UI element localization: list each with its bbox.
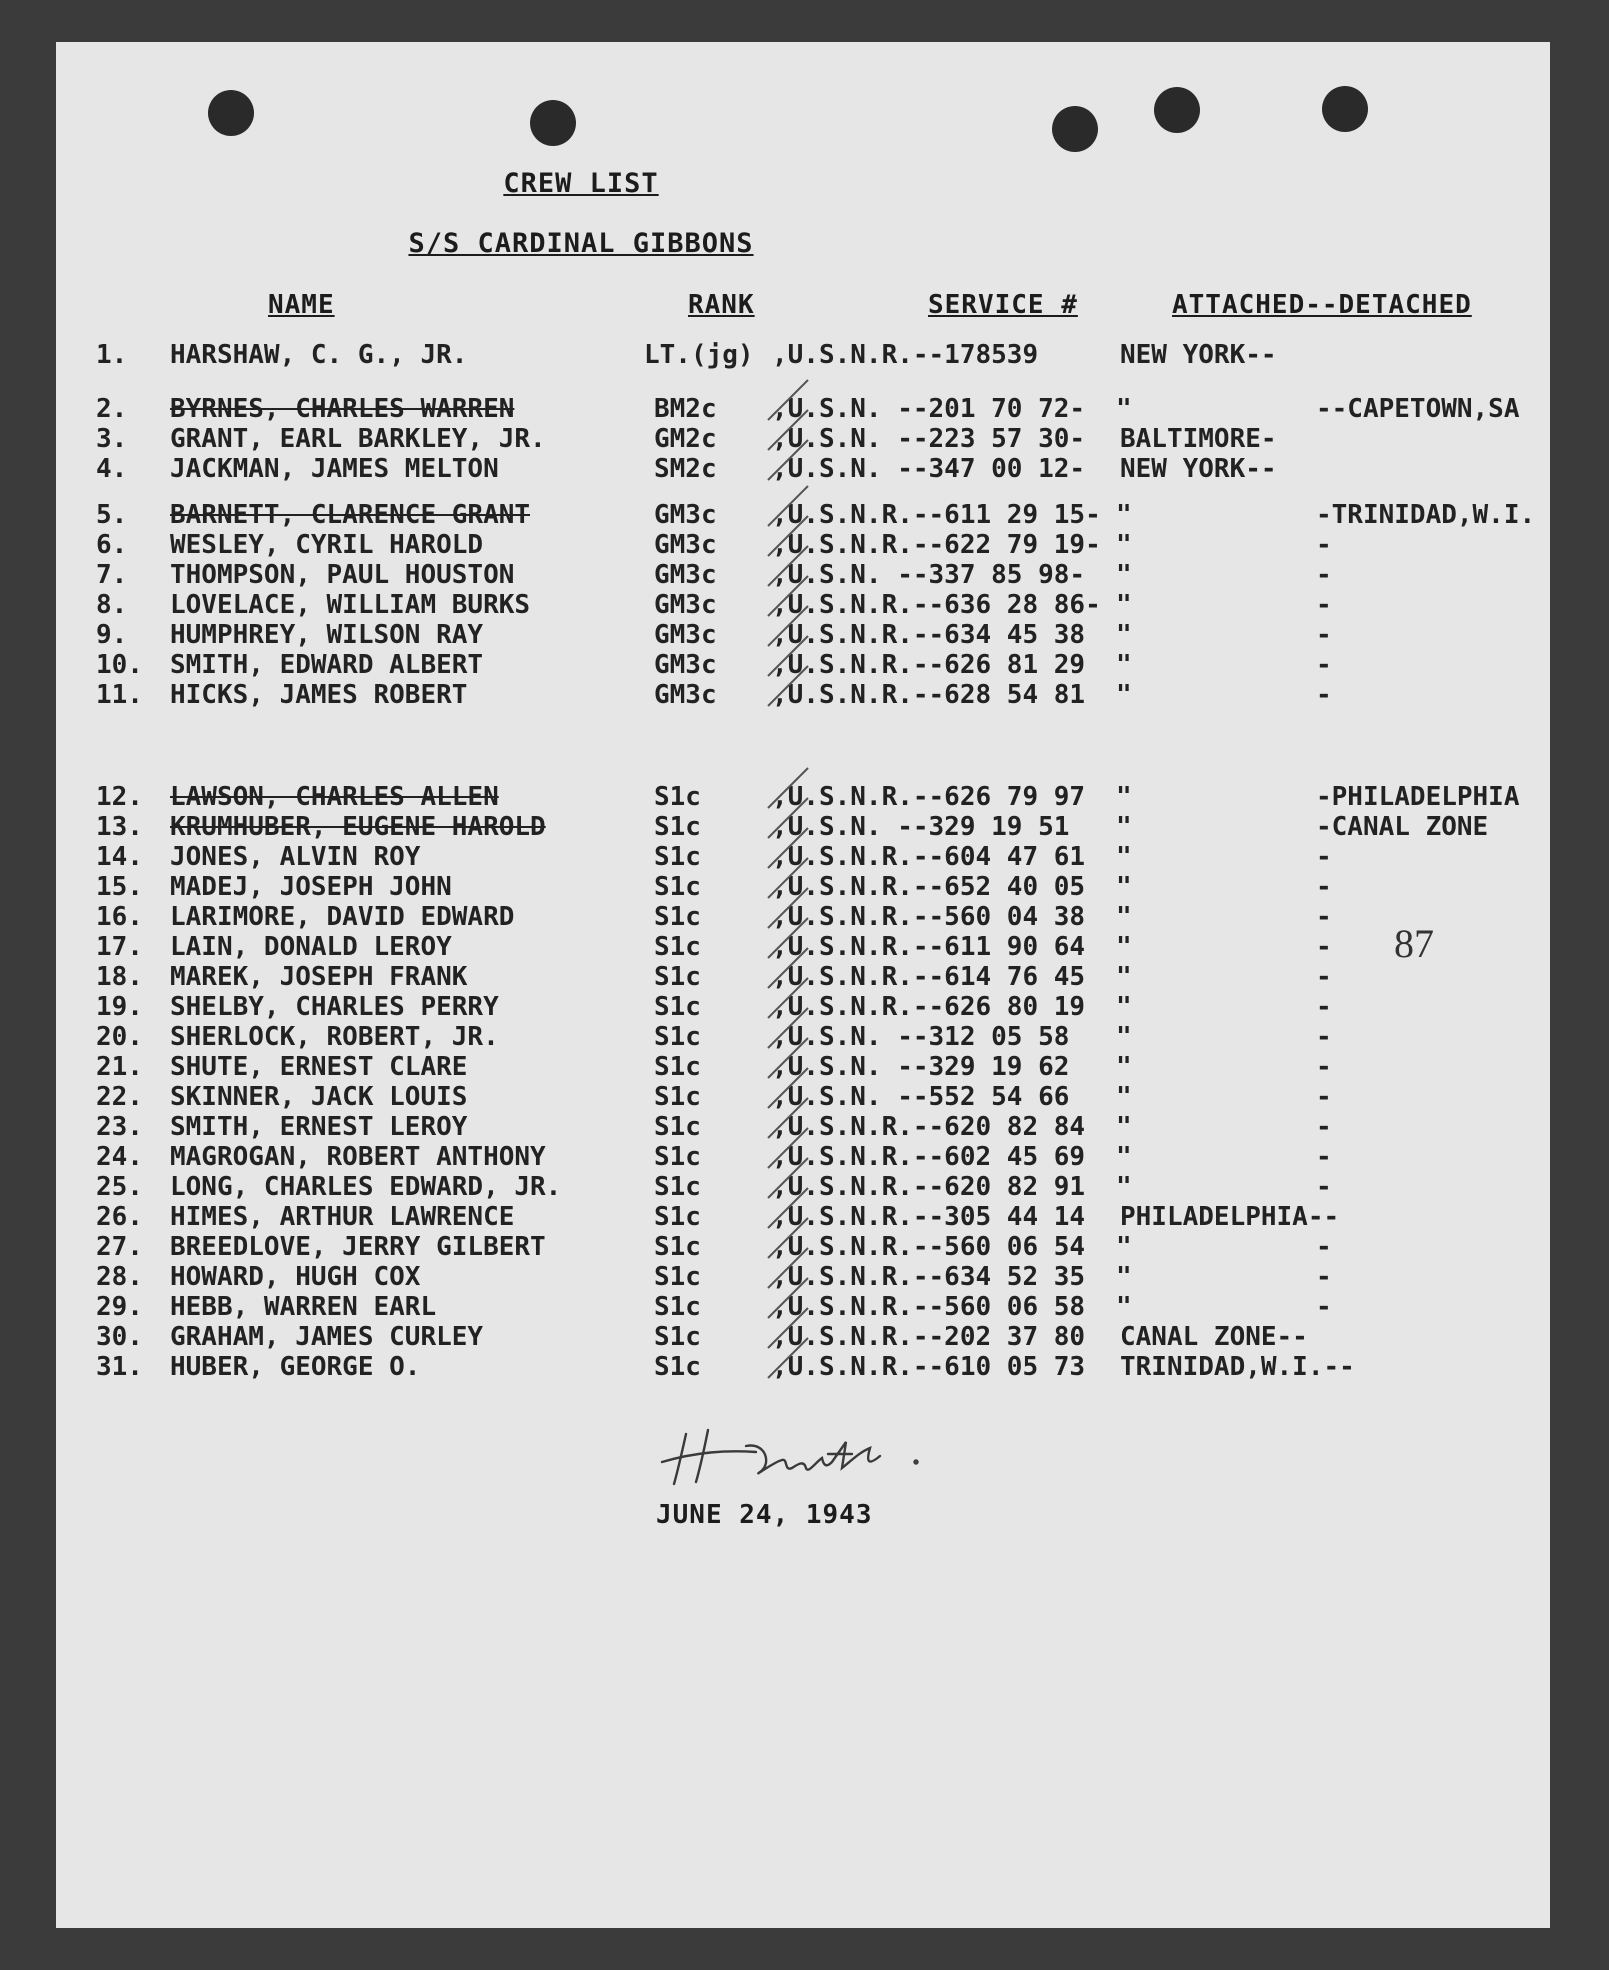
crew-rank: S1c bbox=[654, 872, 701, 902]
crew-number: 28. bbox=[96, 1262, 143, 1292]
crew-name: SKINNER, JACK LOUIS bbox=[170, 1082, 468, 1112]
crew-name: BARNETT, CLARENCE GRANT bbox=[170, 500, 531, 530]
crew-number: 3. bbox=[96, 424, 128, 454]
crew-rank: S1c bbox=[654, 1142, 701, 1172]
crew-detached: - bbox=[1316, 650, 1332, 680]
crew-attached: " bbox=[1116, 1172, 1132, 1202]
crew-service-number: ,U.S.N. --347 00 12- bbox=[772, 454, 1086, 484]
crew-service-number: ,U.S.N.R.--604 47 61 bbox=[772, 842, 1086, 872]
crew-attached: " bbox=[1116, 1292, 1132, 1322]
crew-number: 1. bbox=[96, 340, 128, 370]
crew-number: 13. bbox=[96, 812, 143, 842]
check-mark bbox=[768, 1248, 808, 1288]
crew-name: LOVELACE, WILLIAM BURKS bbox=[170, 590, 531, 620]
crew-service-number: ,U.S.N.R.--602 45 69 bbox=[772, 1142, 1086, 1172]
crew-rank: S1c bbox=[654, 1112, 701, 1142]
check-mark bbox=[768, 888, 808, 928]
check-mark bbox=[768, 380, 808, 420]
crew-detached: - bbox=[1316, 1262, 1332, 1292]
header-rank: RANK bbox=[688, 290, 755, 320]
crew-service-number: ,U.S.N.R.--611 29 15- bbox=[772, 500, 1101, 530]
margin-note: 87 bbox=[1394, 921, 1434, 966]
crew-detached: -CANAL ZONE bbox=[1316, 812, 1489, 842]
crew-service-number: ,U.S.N.R.--622 79 19- bbox=[772, 530, 1101, 560]
crew-number: 8. bbox=[96, 590, 128, 620]
crew-name: MADEJ, JOSEPH JOHN bbox=[170, 872, 452, 902]
header-attached-detached: ATTACHED--DETACHED bbox=[1172, 290, 1472, 320]
crew-rank: S1c bbox=[654, 962, 701, 992]
crew-service-number: ,U.S.N.R.--611 90 64 bbox=[772, 932, 1086, 962]
crew-service-number: ,U.S.N.R.--560 04 38 bbox=[772, 902, 1086, 932]
crew-detached: -PHILADELPHIA bbox=[1316, 782, 1520, 812]
crew-attached: " bbox=[1116, 1232, 1132, 1262]
crew-name: JONES, ALVIN ROY bbox=[170, 842, 421, 872]
crew-attached: " bbox=[1116, 1262, 1132, 1292]
crew-name: HARSHAW, C. G., JR. bbox=[170, 340, 468, 370]
crew-name: GRANT, EARL BARKLEY, JR. bbox=[170, 424, 546, 454]
crew-service-number: ,U.S.N. --312 05 58 bbox=[772, 1022, 1070, 1052]
check-mark bbox=[768, 918, 808, 958]
crew-number: 30. bbox=[96, 1322, 143, 1352]
crew-rank: S1c bbox=[654, 1322, 701, 1352]
crew-rank: S1c bbox=[654, 812, 701, 842]
crew-name: HICKS, JAMES ROBERT bbox=[170, 680, 468, 710]
check-mark bbox=[768, 858, 808, 898]
crew-number: 20. bbox=[96, 1022, 143, 1052]
crew-name: MAGROGAN, ROBERT ANTHONY bbox=[170, 1142, 546, 1172]
crew-number: 14. bbox=[96, 842, 143, 872]
crew-rank: S1c bbox=[654, 1352, 701, 1382]
check-mark bbox=[768, 978, 808, 1018]
crew-rank: S1c bbox=[654, 1232, 701, 1262]
check-mark bbox=[768, 1278, 808, 1318]
crew-detached: - bbox=[1316, 1052, 1332, 1082]
crew-service-number: ,U.S.N.R.--560 06 58 bbox=[772, 1292, 1086, 1322]
crew-name: BYRNES, CHARLES WARREN bbox=[170, 394, 515, 424]
crew-detached: - bbox=[1316, 992, 1332, 1022]
crew-number: 26. bbox=[96, 1202, 143, 1232]
crew-detached: - bbox=[1316, 872, 1332, 902]
check-mark bbox=[768, 546, 808, 586]
check-mark bbox=[768, 768, 808, 808]
check-mark bbox=[768, 636, 808, 676]
crew-rank: S1c bbox=[654, 1202, 701, 1232]
crew-name: SMITH, EDWARD ALBERT bbox=[170, 650, 484, 680]
crew-number: 25. bbox=[96, 1172, 143, 1202]
crew-name: SHUTE, ERNEST CLARE bbox=[170, 1052, 468, 1082]
crew-number: 16. bbox=[96, 902, 143, 932]
crew-attached: CANAL ZONE-- bbox=[1120, 1322, 1308, 1352]
crew-attached: " bbox=[1116, 962, 1132, 992]
signature bbox=[656, 1422, 956, 1496]
crew-attached: " bbox=[1116, 650, 1132, 680]
crew-detached: - bbox=[1316, 932, 1332, 962]
check-mark bbox=[768, 1188, 808, 1228]
crew-service-number: ,U.S.N. --329 19 62 bbox=[772, 1052, 1070, 1082]
crew-name: SHELBY, CHARLES PERRY bbox=[170, 992, 499, 1022]
document-subtitle: S/S CARDINAL GIBBONS bbox=[408, 228, 754, 259]
crew-attached: BALTIMORE- bbox=[1120, 424, 1277, 454]
crew-attached: NEW YORK-- bbox=[1120, 454, 1277, 484]
crew-name: JACKMAN, JAMES MELTON bbox=[170, 454, 499, 484]
crew-rank: S1c bbox=[654, 1262, 701, 1292]
crew-attached: " bbox=[1116, 560, 1132, 590]
crew-detached: - bbox=[1316, 620, 1332, 650]
crew-number: 23. bbox=[96, 1112, 143, 1142]
crew-rank: GM3c bbox=[654, 590, 717, 620]
crew-attached: " bbox=[1116, 842, 1132, 872]
crew-rank: GM3c bbox=[654, 530, 717, 560]
check-mark bbox=[768, 1098, 808, 1138]
crew-name: GRAHAM, JAMES CURLEY bbox=[170, 1322, 484, 1352]
crew-number: 2. bbox=[96, 394, 128, 424]
crew-rank: S1c bbox=[654, 1082, 701, 1112]
crew-service-number: ,U.S.N.R.--634 45 38 bbox=[772, 620, 1086, 650]
crew-attached: " bbox=[1116, 530, 1132, 560]
crew-rank: S1c bbox=[654, 1292, 701, 1322]
crew-attached: " bbox=[1116, 500, 1132, 530]
crew-name: BREEDLOVE, JERRY GILBERT bbox=[170, 1232, 546, 1262]
crew-rank: LT.(jg) bbox=[644, 340, 754, 370]
crew-attached: " bbox=[1116, 1142, 1132, 1172]
crew-attached: " bbox=[1116, 1022, 1132, 1052]
crew-attached: " bbox=[1116, 590, 1132, 620]
crew-number: 5. bbox=[96, 500, 128, 530]
crew-attached: " bbox=[1116, 394, 1132, 424]
crew-rank: SM2c bbox=[654, 454, 717, 484]
check-mark bbox=[768, 440, 808, 480]
crew-rank: GM3c bbox=[654, 620, 717, 650]
crew-number: 27. bbox=[96, 1232, 143, 1262]
crew-name: KRUMHUBER, EUGENE HAROLD bbox=[170, 812, 546, 842]
crew-attached: " bbox=[1116, 812, 1132, 842]
document-page bbox=[56, 42, 1550, 1928]
check-marks bbox=[56, 42, 1550, 1928]
crew-attached: " bbox=[1116, 932, 1132, 962]
crew-rank: GM3c bbox=[654, 680, 717, 710]
check-mark bbox=[768, 948, 808, 988]
crew-rank: GM3c bbox=[654, 560, 717, 590]
crew-name: HEBB, WARREN EARL bbox=[170, 1292, 437, 1322]
crew-service-number: ,U.S.N.R.--626 79 97 bbox=[772, 782, 1086, 812]
crew-number: 10. bbox=[96, 650, 143, 680]
crew-name: LAIN, DONALD LEROY bbox=[170, 932, 452, 962]
crew-number: 15. bbox=[96, 872, 143, 902]
crew-service-number: ,U.S.N. --552 54 66 bbox=[772, 1082, 1070, 1112]
crew-number: 29. bbox=[96, 1292, 143, 1322]
crew-rank: S1c bbox=[654, 842, 701, 872]
crew-name: LARIMORE, DAVID EDWARD bbox=[170, 902, 515, 932]
crew-detached: - bbox=[1316, 680, 1332, 710]
crew-detached: - bbox=[1316, 1022, 1332, 1052]
check-mark bbox=[768, 798, 808, 838]
check-mark bbox=[768, 1218, 808, 1258]
check-mark bbox=[768, 1128, 808, 1168]
crew-service-number: ,U.S.N. --337 85 98- bbox=[772, 560, 1086, 590]
crew-rank: S1c bbox=[654, 782, 701, 812]
crew-detached: --CAPETOWN,SA bbox=[1316, 394, 1520, 424]
crew-service-number: ,U.S.N.R.--305 44 14 bbox=[772, 1202, 1086, 1232]
crew-number: 19. bbox=[96, 992, 143, 1022]
crew-rank: S1c bbox=[654, 992, 701, 1022]
crew-number: 4. bbox=[96, 454, 128, 484]
crew-name: MAREK, JOSEPH FRANK bbox=[170, 962, 468, 992]
check-mark bbox=[768, 410, 808, 450]
crew-service-number: ,U.S.N.R.--628 54 81 bbox=[772, 680, 1086, 710]
crew-detached: - bbox=[1316, 962, 1332, 992]
crew-detached: - bbox=[1316, 1112, 1332, 1142]
crew-attached: " bbox=[1116, 782, 1132, 812]
crew-rank: GM2c bbox=[654, 424, 717, 454]
crew-detached: -TRINIDAD,W.I. bbox=[1316, 500, 1536, 530]
crew-number: 31. bbox=[96, 1352, 143, 1382]
crew-name: LONG, CHARLES EDWARD, JR. bbox=[170, 1172, 562, 1202]
header-name: NAME bbox=[268, 290, 335, 320]
crew-detached: - bbox=[1316, 1172, 1332, 1202]
crew-detached: - bbox=[1316, 902, 1332, 932]
check-mark bbox=[768, 486, 808, 526]
check-mark bbox=[768, 1038, 808, 1078]
crew-detached: - bbox=[1316, 1292, 1332, 1322]
crew-service-number: ,U.S.N.R.--614 76 45 bbox=[772, 962, 1086, 992]
crew-name: SHERLOCK, ROBERT, JR. bbox=[170, 1022, 499, 1052]
crew-name: SMITH, ERNEST LEROY bbox=[170, 1112, 468, 1142]
crew-detached: - bbox=[1316, 530, 1332, 560]
crew-service-number: ,U.S.N.R.--626 80 19 bbox=[772, 992, 1086, 1022]
check-mark bbox=[768, 606, 808, 646]
document-date: JUNE 24, 1943 bbox=[656, 1500, 873, 1530]
crew-service-number: ,U.S.N.R.--202 37 80 bbox=[772, 1322, 1086, 1352]
crew-attached: " bbox=[1116, 620, 1132, 650]
crew-name: HUBER, GEORGE O. bbox=[170, 1352, 421, 1382]
crew-number: 24. bbox=[96, 1142, 143, 1172]
crew-number: 18. bbox=[96, 962, 143, 992]
crew-name: WESLEY, CYRIL HAROLD bbox=[170, 530, 484, 560]
crew-name: HUMPHREY, WILSON RAY bbox=[170, 620, 484, 650]
check-mark bbox=[768, 666, 808, 706]
crew-number: 9. bbox=[96, 620, 128, 650]
crew-attached: " bbox=[1116, 1112, 1132, 1142]
crew-number: 6. bbox=[96, 530, 128, 560]
crew-attached: PHILADELPHIA-- bbox=[1120, 1202, 1340, 1232]
crew-number: 7. bbox=[96, 560, 128, 590]
crew-name: HIMES, ARTHUR LAWRENCE bbox=[170, 1202, 515, 1232]
crew-service-number: ,U.S.N. --223 57 30- bbox=[772, 424, 1086, 454]
crew-service-number: ,U.S.N.R.--652 40 05 bbox=[772, 872, 1086, 902]
crew-service-number: ,U.S.N.R.--178539 bbox=[772, 340, 1039, 370]
check-mark bbox=[768, 828, 808, 868]
crew-attached: " bbox=[1116, 902, 1132, 932]
crew-service-number: ,U.S.N. --201 70 72- bbox=[772, 394, 1086, 424]
crew-name: LAWSON, CHARLES ALLEN bbox=[170, 782, 499, 812]
crew-attached: " bbox=[1116, 1052, 1132, 1082]
crew-attached: " bbox=[1116, 680, 1132, 710]
crew-rank: S1c bbox=[654, 1052, 701, 1082]
crew-service-number: ,U.S.N.R.--620 82 91 bbox=[772, 1172, 1086, 1202]
crew-number: 12. bbox=[96, 782, 143, 812]
crew-detached: - bbox=[1316, 1142, 1332, 1172]
check-mark bbox=[768, 1068, 808, 1108]
crew-rank: GM3c bbox=[654, 650, 717, 680]
crew-rank: S1c bbox=[654, 902, 701, 932]
crew-rank: S1c bbox=[654, 932, 701, 962]
crew-detached: - bbox=[1316, 1232, 1332, 1262]
crew-attached: TRINIDAD,W.I.-- bbox=[1120, 1352, 1355, 1382]
crew-attached: NEW YORK-- bbox=[1120, 340, 1277, 370]
crew-detached: - bbox=[1316, 1082, 1332, 1112]
crew-service-number: ,U.S.N.R.--560 06 54 bbox=[772, 1232, 1086, 1262]
crew-rank: BM2c bbox=[654, 394, 717, 424]
crew-service-number: ,U.S.N.R.--620 82 84 bbox=[772, 1112, 1086, 1142]
header-service: SERVICE # bbox=[928, 290, 1078, 320]
crew-attached: " bbox=[1116, 872, 1132, 902]
crew-attached: " bbox=[1116, 992, 1132, 1022]
crew-name: HOWARD, HUGH COX bbox=[170, 1262, 421, 1292]
crew-attached: " bbox=[1116, 1082, 1132, 1112]
crew-rank: S1c bbox=[654, 1172, 701, 1202]
crew-number: 11. bbox=[96, 680, 143, 710]
crew-service-number: ,U.S.N. --329 19 51 bbox=[772, 812, 1070, 842]
crew-number: 21. bbox=[96, 1052, 143, 1082]
crew-rank: GM3c bbox=[654, 500, 717, 530]
check-mark bbox=[768, 1338, 808, 1378]
check-mark bbox=[768, 1158, 808, 1198]
crew-service-number: ,U.S.N.R.--610 05 73 bbox=[772, 1352, 1086, 1382]
crew-number: 22. bbox=[96, 1082, 143, 1112]
crew-service-number: ,U.S.N.R.--634 52 35 bbox=[772, 1262, 1086, 1292]
check-mark bbox=[768, 516, 808, 556]
crew-detached: - bbox=[1316, 842, 1332, 872]
crew-rank: S1c bbox=[654, 1022, 701, 1052]
crew-name: THOMPSON, PAUL HOUSTON bbox=[170, 560, 515, 590]
crew-service-number: ,U.S.N.R.--626 81 29 bbox=[772, 650, 1086, 680]
check-mark bbox=[768, 576, 808, 616]
crew-service-number: ,U.S.N.R.--636 28 86- bbox=[772, 590, 1101, 620]
crew-detached: - bbox=[1316, 560, 1332, 590]
crew-detached: - bbox=[1316, 590, 1332, 620]
crew-number: 17. bbox=[96, 932, 143, 962]
document-title: CREW LIST bbox=[503, 168, 659, 199]
check-mark bbox=[768, 1008, 808, 1048]
check-mark bbox=[768, 1308, 808, 1348]
